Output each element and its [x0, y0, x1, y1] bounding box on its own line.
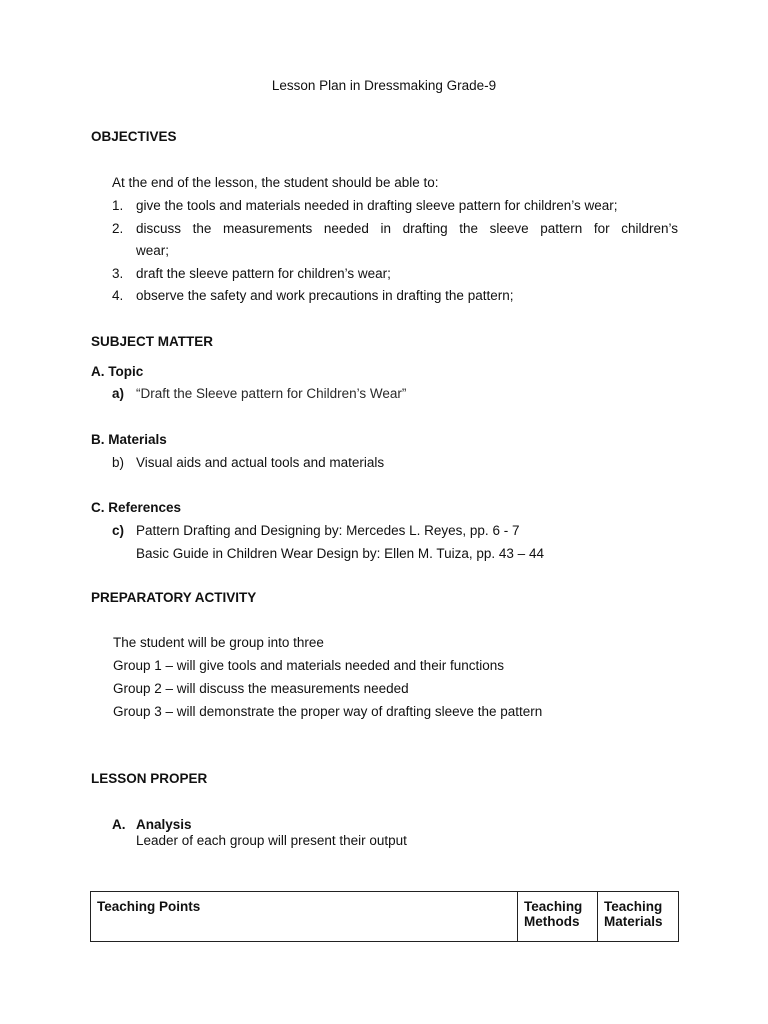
- preparatory-line: Group 3 – will demonstrate the proper way of drafting sleeve the pattern: [113, 704, 543, 719]
- objective-text-continued: wear;: [136, 243, 170, 258]
- objective-number: 3.: [112, 266, 124, 281]
- materials-label: B. Materials: [91, 432, 167, 447]
- objective-text: observe the safety and work precautions in drafting the pattern;: [136, 288, 514, 303]
- objective-number: 2.: [112, 221, 124, 236]
- reference-text: Pattern Drafting and Designing by: Mercedes L. Reyes, pp. 6 - 7: [136, 523, 520, 538]
- materials-text: Visual aids and actual tools and materials: [136, 455, 385, 470]
- table-header-teaching-materials: Teaching Materials: [598, 892, 679, 942]
- teaching-table: [90, 891, 679, 942]
- topic-text: “Draft the Sleeve pattern for Children’s Wear”: [136, 386, 407, 401]
- objective-text: discuss the measurements needed in drafting the sleeve pattern for children’s: [136, 221, 678, 236]
- preparatory-line: Group 1 – will give tools and materials needed and their functions: [113, 658, 504, 673]
- table-header-teaching-points: Teaching Points: [91, 892, 518, 942]
- document-title: Lesson Plan in Dressmaking Grade-9: [271, 78, 497, 93]
- reference-text: Basic Guide in Children Wear Design by: Ellen M. Tuiza, pp. 43 – 44: [136, 546, 544, 561]
- materials-marker: b): [112, 455, 125, 470]
- lesson-proper-heading: LESSON PROPER: [91, 771, 208, 786]
- preparatory-line: The student will be group into three: [113, 635, 324, 650]
- preparatory-heading: PREPARATORY ACTIVITY: [91, 590, 257, 605]
- preparatory-line: Group 2 – will discuss the measurements needed: [113, 681, 409, 696]
- analysis-title: Analysis: [136, 817, 192, 832]
- objective-number: 1.: [112, 198, 124, 213]
- objectives-heading: OBJECTIVES: [91, 129, 177, 144]
- analysis-text: Leader of each group will present their output: [136, 833, 407, 848]
- objectives-intro: At the end of the lesson, the student should be able to:: [112, 175, 439, 190]
- table-header-row: [91, 892, 679, 942]
- objective-text: give the tools and materials needed in drafting sleeve pattern for children’s wear;: [136, 198, 618, 213]
- topic-label: A. Topic: [91, 364, 144, 379]
- references-marker: c): [112, 523, 125, 538]
- objective-text: draft the sleeve pattern for children’s wear;: [136, 266, 391, 281]
- objective-number: 4.: [112, 288, 124, 303]
- references-label: C. References: [91, 500, 182, 515]
- topic-marker: a): [112, 386, 125, 401]
- analysis-marker: A.: [112, 817, 126, 832]
- table-header-teaching-methods: Teaching Methods: [518, 892, 598, 942]
- subject-matter-heading: SUBJECT MATTER: [91, 334, 214, 349]
